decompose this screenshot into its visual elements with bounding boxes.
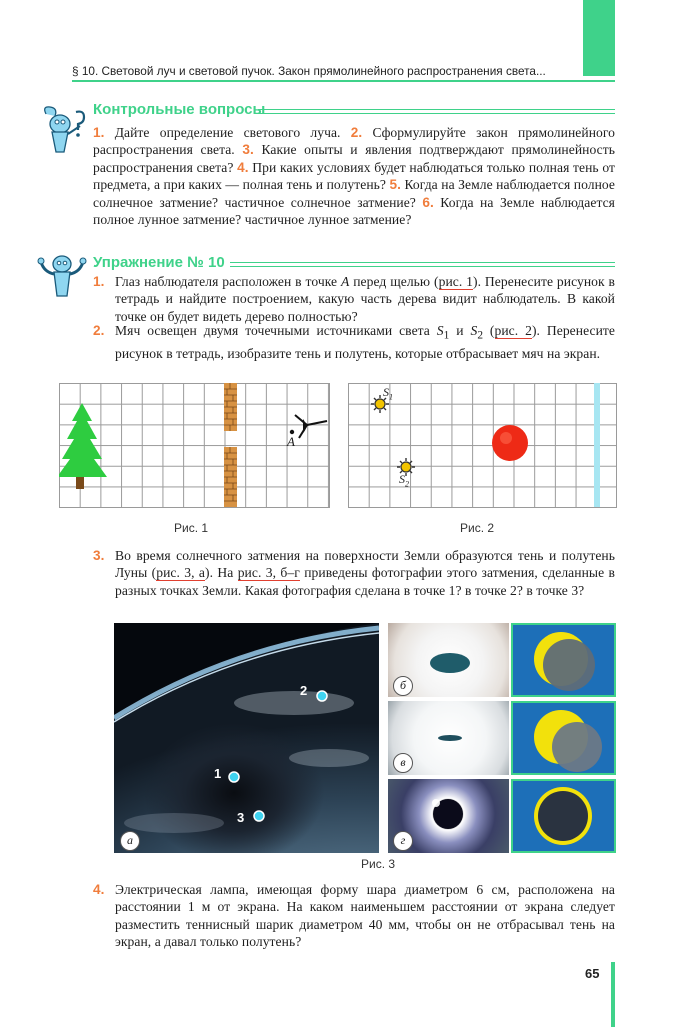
exercise-item-4: 4. Электрическая лампа, имеющая форму шара диаметром 6 см, расположена на расстоянии 1 м от экрана. На каком наименьшем расстоянии от экрана следует разместить теннисный шарик диаметром 40 мм, чтобы он не отбрасывал тень на экран, а давал только полутень? — [93, 882, 615, 950]
figure-link[interactable]: рис. 2 — [494, 323, 532, 338]
control-questions-text: 1. Дайте определение светового луча. 2. Сформулируйте закон прямолинейного распространения света. 3. Какие опыты и явления подтверждают прямолинейность распространения света? 4. При каких условиях будет наблюдаться только полная тень от предмета, а при каких — полная тень и полутень? 5. Когда на Земле наблюдается полное солнечное затмение? частичное солнечное затмение? 6. Когда на Земле наблюдается полное лунное затмение? частичное лунное затмение? — [93, 125, 616, 228]
earth-photo — [114, 623, 379, 853]
tree-icon — [59, 403, 107, 489]
screen — [594, 383, 600, 507]
eclipse-diagram-v — [511, 701, 616, 775]
section-rule — [230, 262, 615, 267]
point-3-marker[interactable] — [254, 811, 264, 821]
brick-wall-left — [224, 383, 237, 431]
running-header: § 10. Световой луч и световой пучок. Закон прямолинейного распространения света... — [72, 64, 546, 78]
exercise-item-3: 3. Во время солнечного затмения на поверхности Земли образуются тень и полутень Луны (рис. 3, а). На рис. 3, б–г приведены фотографии этого затмения, сделанные в разных точках Земли. Какая фотография сделана в точке 1? в точке 2? в точке 3? — [93, 548, 615, 598]
panel-b-label: б — [393, 676, 413, 696]
figure-link[interactable]: рис. 3, а — [156, 565, 206, 581]
exercise-title: Упражнение № 10 — [93, 254, 225, 271]
figure-2-caption: Рис. 2 — [460, 521, 495, 535]
point-3-label: 3 — [237, 810, 245, 825]
figure-link[interactable]: рис. 1 — [438, 274, 474, 289]
top-accent-bar — [583, 0, 615, 76]
eclipse-photo-g — [388, 779, 509, 853]
eclipse-diagram-g — [511, 779, 616, 853]
exercise-item-2: 2. Мяч освещен двумя точечными источниками света $S_1$ и $S_2$ (рис. 2). Перенесите рисунок в тетрадь, изобразите тень и полутень, которые отбрасывает мяч на экран. — [93, 323, 615, 362]
panel-a-label: а — [120, 831, 140, 851]
point-1-marker[interactable] — [229, 772, 239, 782]
brick-wall-right — [224, 447, 237, 507]
figure-2-drawing — [348, 383, 616, 507]
figure-1-caption: Рис. 1 — [174, 521, 209, 535]
point-2-marker[interactable] — [317, 691, 327, 701]
eclipse-photo-b — [388, 623, 509, 697]
header-rule — [72, 80, 615, 82]
point-2-label: 2 — [300, 683, 308, 698]
figure-link[interactable]: рис. 3, б–г — [237, 565, 300, 581]
figure-3-caption: Рис. 3 — [361, 857, 396, 871]
eclipse-photo-v — [388, 701, 509, 775]
point-1-label: 1 — [214, 766, 222, 781]
exercise-item-1: 1. Глаз наблюдателя расположен в точке A перед щелью (рис. 1). Перенесите рисунок в тетрадь и найдите построением, какую часть дерева видит наблюдатель. В какой точке он будет видеть дерево полностью? — [93, 274, 616, 324]
panel-g-label: г — [393, 831, 413, 851]
ball-icon — [492, 425, 528, 461]
question-mascot-icon — [38, 104, 88, 156]
s1-label: $S_1$ — [383, 385, 393, 402]
s2-label: $S_2$ — [399, 472, 409, 489]
point-a-label: A — [287, 434, 295, 449]
page-number: 65 — [585, 966, 600, 981]
panel-v-label: в — [393, 753, 413, 773]
section-rule — [258, 109, 615, 114]
eye-icon — [290, 415, 327, 438]
eclipse-diagram-b — [511, 623, 616, 697]
control-questions-title: Контрольные вопросы — [93, 101, 266, 118]
exercise-mascot-icon — [36, 252, 88, 302]
bottom-accent-bar — [611, 962, 615, 1027]
